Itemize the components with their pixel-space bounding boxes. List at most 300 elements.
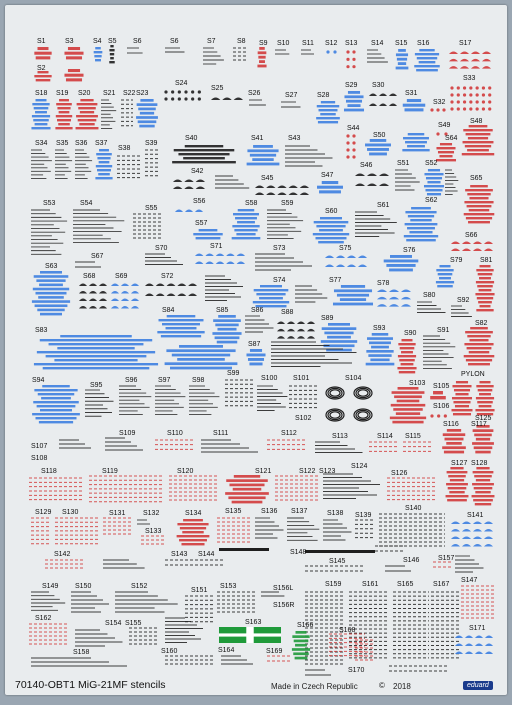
decal-number: S116 <box>443 421 459 428</box>
stencil-decal-red <box>390 387 426 423</box>
decal-number: S156R <box>273 602 295 609</box>
decal-number: S102 <box>295 415 312 422</box>
stencil-decal-black <box>281 102 301 107</box>
decal-number: S77 <box>329 277 342 284</box>
decal-number: S96 <box>125 377 138 384</box>
stencil-decal-red <box>472 467 495 505</box>
stencil-decal-black <box>165 656 215 664</box>
stencil-decal-red <box>369 442 399 451</box>
stencil-decal-black <box>369 94 397 107</box>
stencil-decal-blue <box>326 50 336 53</box>
decal-number: S71 <box>210 243 223 250</box>
decal-number: S72 <box>161 273 174 280</box>
stencil-decal-red <box>45 560 85 568</box>
decal-number: S145 <box>329 558 346 565</box>
stencil-decal-black <box>215 176 249 188</box>
decal-number: S117 <box>471 421 487 428</box>
decal-number: S127 <box>451 460 468 467</box>
decal-number: S126 <box>391 470 408 477</box>
stencil-decal-red <box>346 50 355 68</box>
decal-number: S141 <box>467 512 484 519</box>
stencil-decal-red <box>475 381 494 415</box>
decal-number: S56 <box>193 198 206 205</box>
stencil-decal-red <box>430 414 447 417</box>
decal-number: S144 <box>198 551 215 558</box>
decal-number: S78 <box>377 280 390 287</box>
stencil-decal-black <box>73 210 124 242</box>
stencil-decal-blue <box>195 254 245 265</box>
decal-number: S120 <box>177 468 194 475</box>
decal-number: S103 <box>409 380 426 387</box>
decal-number: S14 <box>371 40 384 47</box>
stencil-decal-black <box>31 658 127 666</box>
stencil-decal-black <box>217 592 257 612</box>
decal-number: S113 <box>332 433 348 440</box>
stencil-decal-blue <box>212 315 241 343</box>
stencil-decal-red <box>76 99 99 129</box>
decal-number: S110 <box>167 430 183 437</box>
stencil-decal-black <box>201 440 258 452</box>
decal-number: S148 <box>290 549 307 556</box>
stencil-decal-black <box>285 146 333 166</box>
decal-number: S33 <box>463 75 476 82</box>
decal-number: S170 <box>348 667 365 674</box>
decal-number: S109 <box>119 430 136 437</box>
decal-number: S157 <box>438 555 455 562</box>
stencil-decal-red <box>225 475 269 503</box>
stencil-decal-red <box>403 442 433 451</box>
stencil-decal-black <box>393 592 429 658</box>
decal-number: S86 <box>251 307 264 314</box>
stencil-decal-red <box>141 536 165 544</box>
stencil-decal-black <box>305 670 331 675</box>
decal-number: S168 <box>339 627 356 634</box>
stencil-decal-blue <box>111 284 139 309</box>
stencil-decal-red <box>55 518 99 544</box>
stencil-decal-black <box>71 592 109 612</box>
stencil-decal-black <box>249 100 266 105</box>
decal-number: S59 <box>281 200 294 207</box>
decal-number: S30 <box>372 82 385 89</box>
stencil-decal-green <box>219 627 281 643</box>
decal-number: S51 <box>397 160 410 167</box>
stencil-decal-black <box>137 520 150 524</box>
decal-number: S118 <box>41 468 57 475</box>
stencil-decal-black <box>289 386 319 408</box>
decal-number: S26 <box>248 90 261 97</box>
decal-number: S153 <box>220 583 237 590</box>
stencil-decal-black <box>355 174 389 187</box>
decal-number: S36 <box>75 140 88 147</box>
decal-artwork <box>5 5 507 695</box>
decal-number: S115 <box>405 433 421 440</box>
stencil-decal-blue <box>455 636 493 655</box>
stencil-decal-black <box>155 386 185 414</box>
stencil-decal-black <box>323 520 352 540</box>
made-in-label: Made in Czech Republic <box>271 682 358 691</box>
stencil-decal-blue <box>366 333 395 365</box>
stencil-decal-red <box>450 86 491 110</box>
stencil-decal-black <box>257 386 287 411</box>
decal-number: S167 <box>433 581 450 588</box>
decal-number: S7 <box>207 38 216 45</box>
decal-number: S73 <box>273 245 286 252</box>
stencil-decal-black <box>275 50 289 54</box>
stencil-decal-red <box>267 656 291 661</box>
stencil-decal-black <box>455 556 484 572</box>
decal-number: S93 <box>373 325 386 332</box>
stencil-decal-black <box>445 170 458 195</box>
stencil-decal-blue <box>247 145 280 165</box>
stencil-decal-blue <box>365 139 391 155</box>
decal-number: S128 <box>471 460 488 467</box>
decal-number: S52 <box>425 160 438 167</box>
stencil-decal-red <box>462 125 494 155</box>
stencil-decal-black <box>305 550 375 553</box>
decal-number: S75 <box>339 245 352 252</box>
decal-number: S166 <box>297 622 314 629</box>
stencil-decal-blue <box>321 323 357 351</box>
stencil-decal-black <box>326 387 372 421</box>
decal-number: S40 <box>185 135 198 142</box>
stencil-decal-black <box>133 214 161 238</box>
stencil-decal-red <box>397 339 416 373</box>
decal-number: S17 <box>459 40 472 47</box>
stencil-decal-black <box>79 284 107 309</box>
stencil-decal-red <box>472 425 494 453</box>
decal-number: S152 <box>131 583 148 590</box>
decal-number: S21 <box>103 90 116 97</box>
decal-number: S158 <box>73 649 90 656</box>
decal-number: S34 <box>35 140 48 147</box>
stencil-decal-black <box>75 262 101 267</box>
decal-number: S161 <box>362 581 379 588</box>
stencil-decal-black <box>31 150 52 178</box>
stencil-decal-black <box>315 442 363 453</box>
stencil-decal-black <box>203 48 224 64</box>
decal-number: S131 <box>109 510 126 517</box>
stencil-decal-blue <box>32 271 70 315</box>
stencil-decal-black <box>165 560 225 565</box>
decal-number: S67 <box>91 253 104 260</box>
decal-number: S20 <box>78 90 91 97</box>
stencil-decal-blue <box>414 49 439 71</box>
stencil-decal-black <box>172 145 236 163</box>
decal-number: S28 <box>317 92 330 99</box>
stencil-decal-black <box>75 150 92 178</box>
stencil-decal-black <box>109 45 114 63</box>
stencil-decal-black <box>277 322 315 339</box>
stencil-decal-blue <box>317 181 343 193</box>
decal-number: S47 <box>321 172 334 179</box>
decal-number: S64 <box>445 135 458 142</box>
decal-number: S107 <box>31 443 48 450</box>
copyright-symbol: © <box>379 681 385 690</box>
stencil-decal-blue <box>175 210 203 213</box>
stencil-decal-black <box>205 276 243 301</box>
stencil-decal-blue <box>94 47 103 61</box>
decal-number: S16 <box>417 40 430 47</box>
stencil-decal-red <box>31 518 51 544</box>
stencil-decal-black <box>115 592 178 612</box>
decal-number: S163 <box>245 619 262 626</box>
decal-number: S82 <box>475 320 488 327</box>
stencil-decal-blue <box>95 149 112 179</box>
stencil-decal-red <box>64 69 83 81</box>
decal-number: S91 <box>437 327 450 334</box>
decal-number: S150 <box>75 583 92 590</box>
decal-number: S142 <box>54 551 71 558</box>
stencil-decal-red <box>451 381 472 415</box>
stencil-decal-red <box>217 518 251 542</box>
decal-number: S22 <box>123 90 136 97</box>
stencil-decal-black <box>451 306 472 317</box>
decal-number: S4 <box>93 38 102 45</box>
decal-number: S137 <box>291 508 308 515</box>
stencil-decal-black <box>221 656 253 664</box>
stencil-decal-black <box>323 474 380 499</box>
stencil-decal-red <box>430 108 445 111</box>
decal-number: S100 <box>261 375 278 382</box>
stencil-decal-red <box>177 519 210 545</box>
decal-number: S156L <box>273 585 294 592</box>
stencil-decal-black <box>389 666 449 671</box>
stencil-decal-red <box>275 476 319 500</box>
stencil-decal-black <box>117 156 141 178</box>
decal-number: S97 <box>158 377 171 384</box>
stencil-decal-blue <box>325 256 367 268</box>
sheet-title: 70140-OBT1 MiG-21MF stencils <box>15 679 166 691</box>
decal-number: S79 <box>450 257 463 264</box>
stencil-decal-red <box>155 440 195 449</box>
stencil-decal-black <box>245 316 274 332</box>
decal-number: S5 <box>108 38 117 45</box>
decal-number: S104 <box>345 375 362 382</box>
decal-number: S151 <box>191 587 208 594</box>
stencil-decal-black <box>121 100 133 126</box>
stencil-decal-blue <box>157 315 204 337</box>
decal-number: S27 <box>285 92 298 99</box>
stencil-decal-blue <box>377 290 411 307</box>
decal-number: S143 <box>171 551 188 558</box>
stencil-decal-blue <box>402 133 429 151</box>
decal-number: S147 <box>461 577 478 584</box>
stencil-decal-black <box>261 592 284 596</box>
decal-number: S18 <box>35 90 48 97</box>
decal-number: S162 <box>35 615 52 622</box>
decal-number: S58 <box>245 200 258 207</box>
decal-number: S31 <box>405 90 418 97</box>
stencil-decal-blue <box>313 217 349 243</box>
decal-number: PYLON <box>461 371 485 378</box>
stencil-decal-black <box>31 592 65 610</box>
stencil-decal-red <box>346 134 355 158</box>
decal-number: S130 <box>62 509 79 516</box>
stencil-decal-black <box>129 628 159 644</box>
stencil-decal-red <box>89 476 163 502</box>
decal-number: S6 <box>133 38 142 45</box>
stencil-decal-black <box>75 630 123 646</box>
decal-number: S154 <box>105 620 122 627</box>
stencil-decal-black <box>103 560 145 568</box>
decal-number: S84 <box>162 307 175 314</box>
stencil-decal-blue <box>34 335 158 369</box>
stencil-decal-blue <box>436 265 454 287</box>
stencil-decal-black <box>305 566 365 571</box>
decal-number: S87 <box>248 341 261 348</box>
decal-number: S155 <box>125 620 142 627</box>
decal-number: S88 <box>281 309 294 316</box>
decal-number: S1 <box>37 38 46 45</box>
decal-number: S76 <box>403 247 416 254</box>
stencil-decal-blue <box>32 385 80 423</box>
stencil-decal-blue <box>344 91 364 111</box>
decal-number: S6 <box>170 38 179 45</box>
stencil-decal-red <box>449 52 491 69</box>
decal-number: S112 <box>281 430 297 437</box>
stencil-decal-black <box>395 170 420 190</box>
decal-number: S41 <box>251 135 264 142</box>
decal-sheet <box>5 5 507 695</box>
decal-number: S90 <box>404 330 417 337</box>
stencil-decal-red <box>64 47 83 59</box>
decal-number: S108 <box>31 455 48 462</box>
stencil-decal-black <box>385 566 411 571</box>
stencil-decal-red <box>451 242 493 252</box>
stencil-decal-black <box>105 438 143 450</box>
decal-number: S94 <box>32 377 45 384</box>
decal-number: S11 <box>302 40 314 47</box>
stencil-decal-black <box>355 520 375 538</box>
decal-number: S23 <box>136 90 149 97</box>
decal-number: S46 <box>360 162 373 169</box>
stencil-decal-red <box>29 478 83 500</box>
decal-number: S133 <box>145 528 162 535</box>
stencil-decal-blue <box>253 285 289 307</box>
stencil-decal-blue <box>384 255 419 271</box>
stencil-decal-black <box>255 254 312 270</box>
stencil-decal-blue <box>333 285 373 305</box>
year-label: 2018 <box>393 682 411 691</box>
stencil-decal-black <box>301 50 314 54</box>
decal-number: S81 <box>480 257 493 264</box>
decal-number: S35 <box>56 140 69 147</box>
stencil-decal-blue <box>136 99 158 127</box>
decal-number: S25 <box>211 85 224 92</box>
decal-number: S146 <box>403 557 420 564</box>
decal-number: S123 <box>319 468 336 475</box>
decal-number: S149 <box>42 583 59 590</box>
decal-number: S95 <box>90 382 103 389</box>
decal-number: S119 <box>102 468 118 475</box>
decal-number: S122 <box>299 468 316 475</box>
decal-number: S60 <box>325 208 338 215</box>
stencil-decal-blue <box>232 209 261 239</box>
stencil-decal-blue <box>451 522 493 547</box>
decal-number: S29 <box>345 82 358 89</box>
stencil-decal-blue <box>246 349 265 365</box>
decal-number: S74 <box>273 277 286 284</box>
stencil-decal-blue <box>403 99 425 111</box>
stencil-decal-blue <box>424 169 444 195</box>
stencil-decal-blue <box>193 229 222 239</box>
decal-number: S125 <box>475 415 492 422</box>
stencil-decal-red <box>257 47 266 67</box>
decal-number: S70 <box>155 245 168 252</box>
decal-number: S124 <box>351 463 368 470</box>
stencil-decal-black <box>355 212 397 237</box>
stencil-decal-black <box>127 48 143 53</box>
decal-number: S42 <box>191 168 204 175</box>
stencil-decal-black <box>145 150 159 176</box>
decal-number: S92 <box>457 297 470 304</box>
stencil-decal-black <box>219 548 269 551</box>
decal-number: S83 <box>35 327 48 334</box>
decal-number: S85 <box>216 307 229 314</box>
decal-number: S8 <box>237 38 246 45</box>
stencil-decal-black <box>31 210 67 254</box>
decal-number: S140 <box>405 505 422 512</box>
stencil-decal-black <box>145 254 183 265</box>
decal-number: S45 <box>261 175 274 182</box>
decal-number: S38 <box>118 145 131 152</box>
stencil-decal-black <box>375 546 405 551</box>
stencil-decal-black <box>295 286 327 302</box>
decal-number: S63 <box>45 263 58 270</box>
decal-number: S24 <box>175 80 188 87</box>
stencil-decal-red <box>442 429 466 453</box>
decal-number: S53 <box>43 200 56 207</box>
decal-number: S44 <box>347 125 360 132</box>
stencil-decal-red <box>461 586 495 618</box>
decal-number: S171 <box>469 625 486 632</box>
stencil-decal-black <box>255 518 284 538</box>
stencil-decal-blue <box>396 49 409 69</box>
decal-number: S165 <box>397 581 414 588</box>
decal-number: S164 <box>218 647 235 654</box>
stencil-decal-black <box>145 284 197 297</box>
stencil-decal-black <box>85 390 114 416</box>
stencil-decal-blue <box>31 99 50 129</box>
stencil-decal-red <box>475 265 494 311</box>
decal-number: S10 <box>277 40 290 47</box>
stencil-decal-blue <box>165 345 238 369</box>
decal-number: S160 <box>161 648 178 655</box>
stencil-decal-black <box>287 518 319 540</box>
decal-number: S9 <box>259 40 268 47</box>
stencil-decal-black <box>55 150 72 178</box>
stencil-decal-black <box>211 98 243 101</box>
decal-number: S98 <box>192 377 205 384</box>
stencil-decal-black <box>255 186 309 196</box>
decal-number: S135 <box>225 508 242 515</box>
decal-number: S129 <box>35 509 52 516</box>
stencil-decal-black <box>225 380 255 406</box>
stencil-decal-blue <box>404 207 438 241</box>
stencil-decal-black <box>59 440 91 448</box>
decal-number: S49 <box>438 122 451 129</box>
stencil-decal-red <box>29 624 69 644</box>
stencil-decal-black <box>119 386 151 414</box>
decal-number: S138 <box>327 510 344 517</box>
decal-number: S61 <box>377 202 390 209</box>
decal-number: S19 <box>56 90 69 97</box>
decal-number: S50 <box>373 132 386 139</box>
stencil-decal-black <box>431 592 459 658</box>
stencil-decal-red <box>387 478 437 500</box>
stencil-decal-red <box>464 327 495 365</box>
stencil-decal-red <box>433 562 451 567</box>
